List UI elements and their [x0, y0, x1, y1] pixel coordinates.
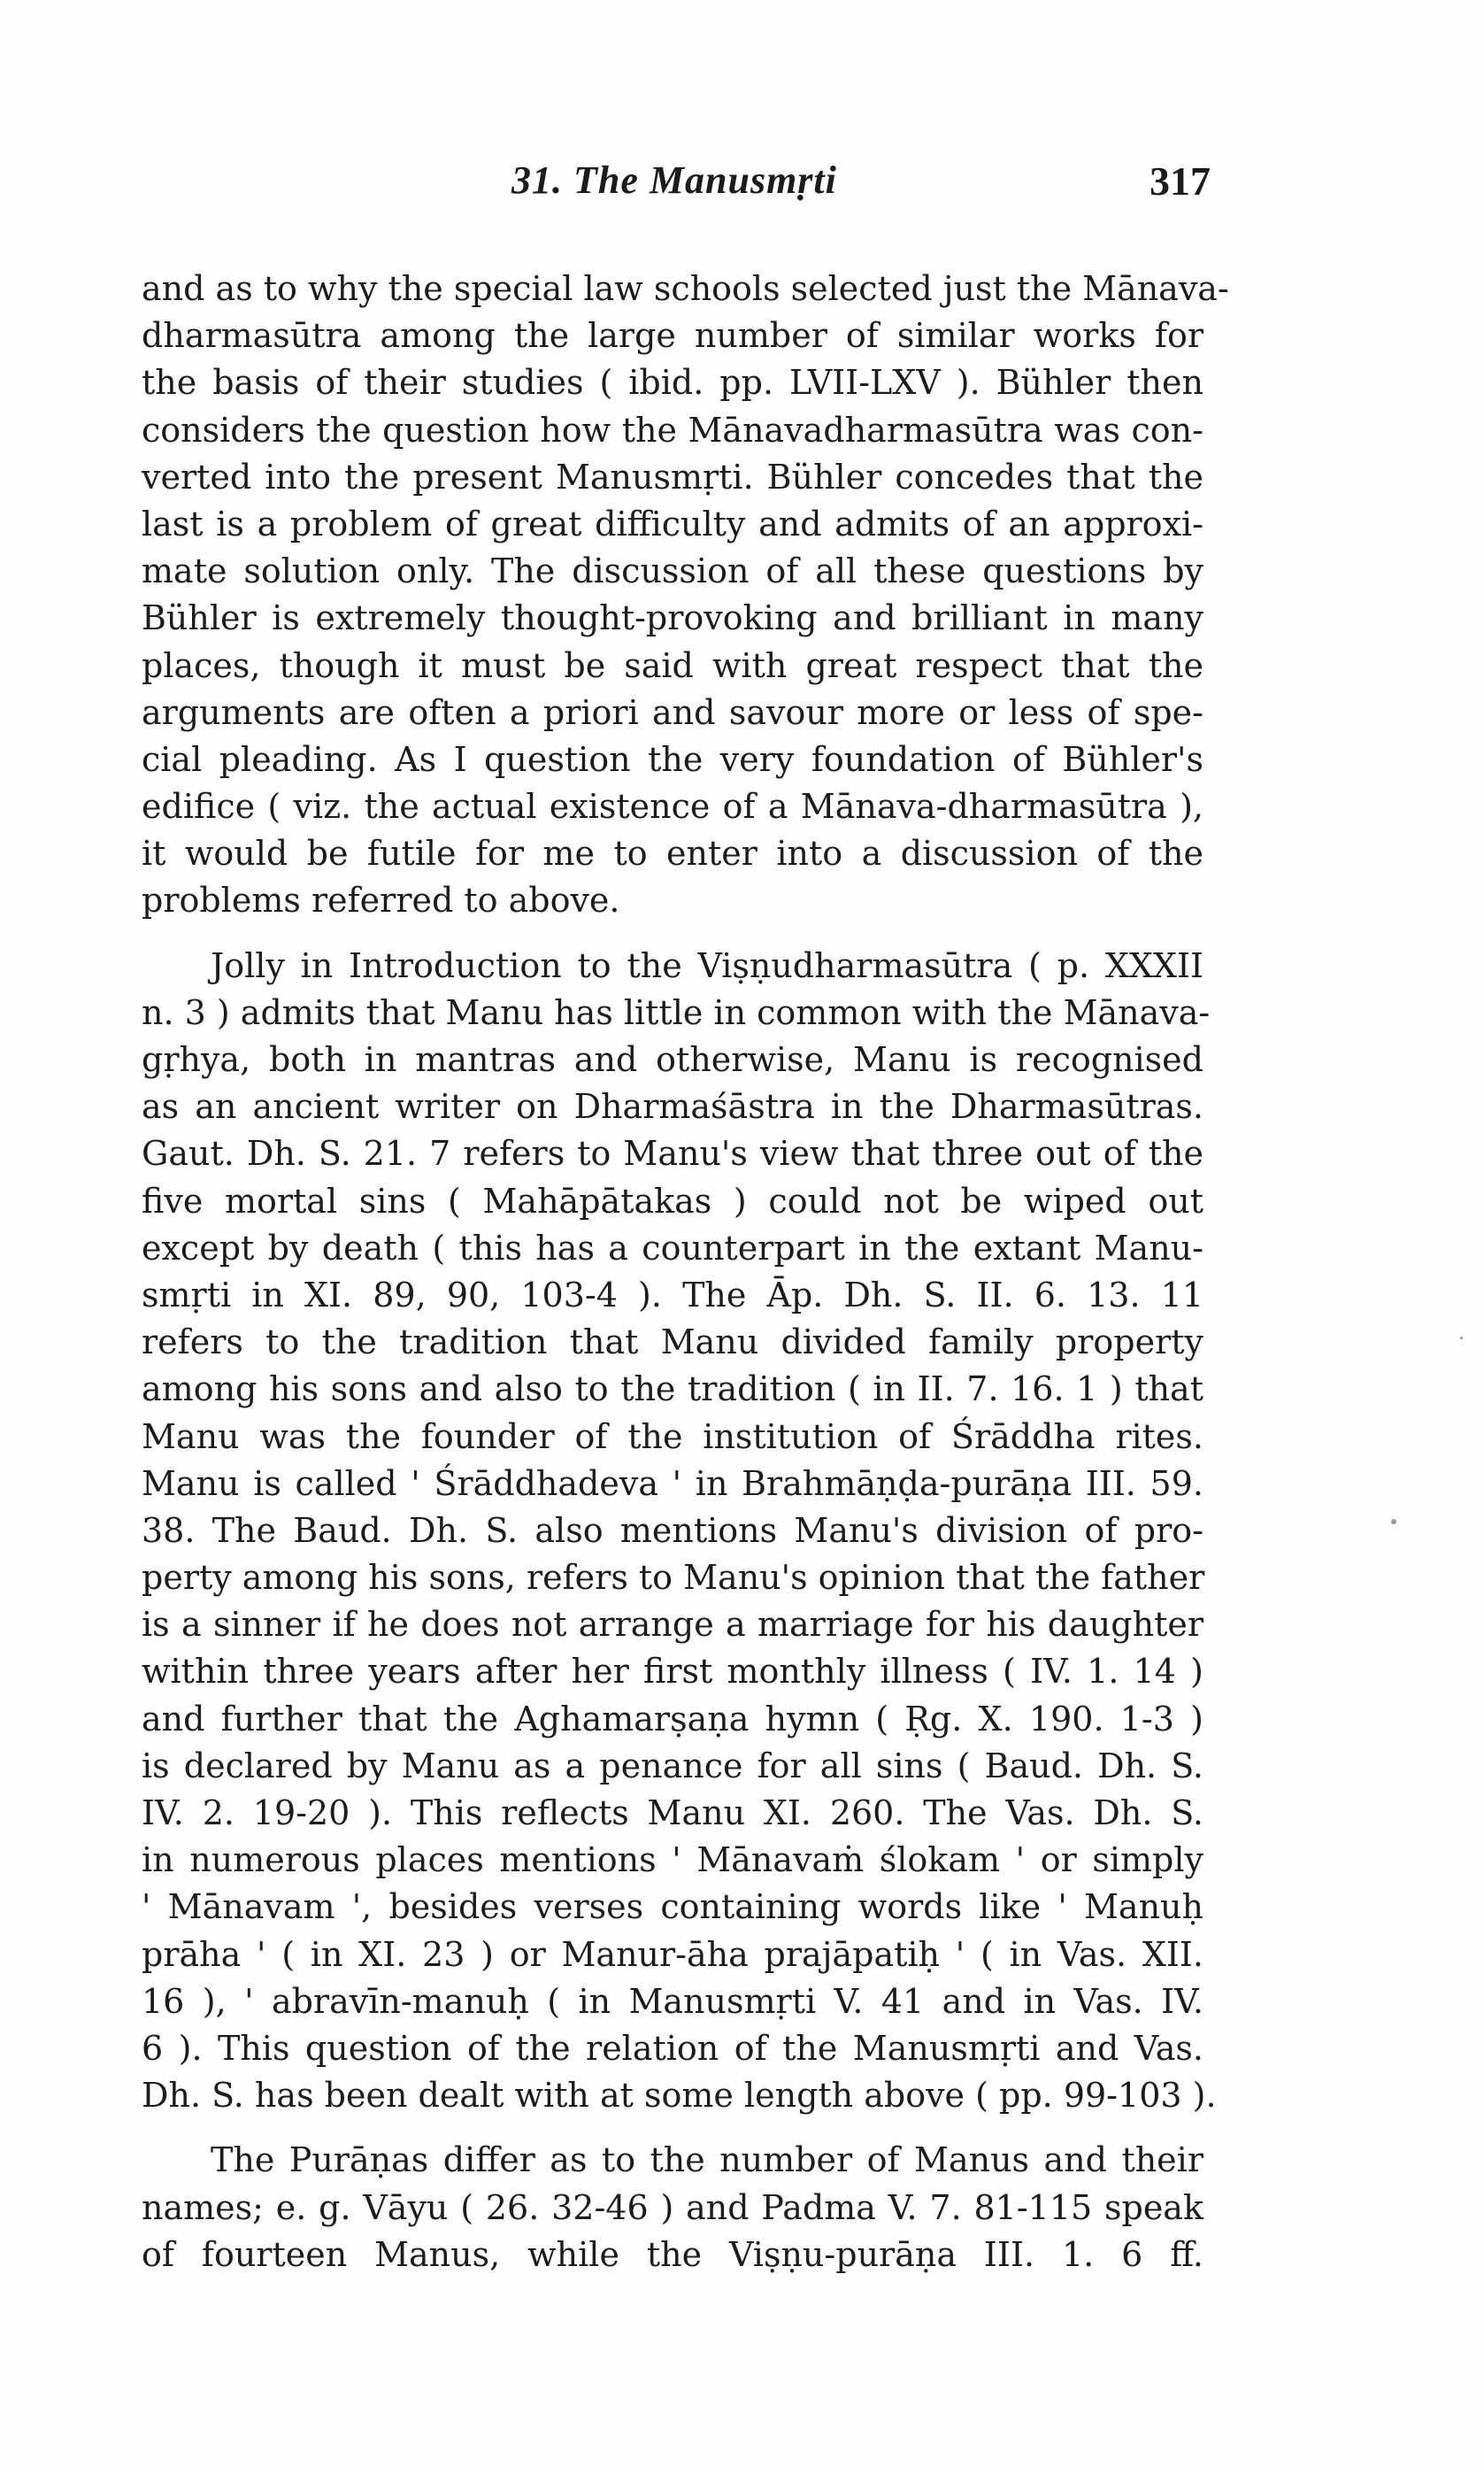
- text-line: Gaut. Dh. S. 21. 7 refers to Manu's view that three out of the: [142, 1134, 1203, 1174]
- text-line: the basis of their studies ( ibid. pp. LVII-LXV ). Bühler then: [142, 363, 1203, 403]
- text-line: Manu is called ' Śrāddhadeva ' in Brahmāṇḍa-purāṇa III. 59.: [142, 1463, 1203, 1503]
- text-line: prāha ' ( in XI. 23 ) or Manur-āha prajāpatiḥ ' ( in Vas. XII.: [142, 1934, 1203, 1974]
- text-line: five mortal sins ( Mahāpātakas ) could not be wiped out: [142, 1181, 1203, 1221]
- text-line: The Purāṇas differ as to the number of Manus and their: [211, 2140, 1203, 2180]
- paragraph-1: [142, 266, 1229, 925]
- text-line: names; e. g. Vāyu ( 26. 32-46 ) and Padma V. 7. 81-115 speak: [142, 2187, 1203, 2227]
- text-line: 16 ), ' abravīn-manuḥ ( in Manusmṛti V. 41 and in Vas. IV.: [142, 1981, 1203, 2021]
- text-line: problems referred to above.: [142, 881, 620, 921]
- text-line: cial pleading. As I question the very foundation of Bühler's: [142, 739, 1203, 779]
- text-line: arguments are often a priori and savour more or less of spe-: [142, 692, 1203, 732]
- body-text: [142, 266, 1229, 2278]
- text-line: edifice ( viz. the actual existence of a Mānava-dharmasūtra ),: [142, 787, 1203, 827]
- text-line: among his sons and also to the tradition ( in II. 7. 16. 1 ) that: [142, 1369, 1203, 1409]
- page-number: 317: [1150, 158, 1211, 204]
- text-line: Jolly in Introduction to the Viṣṇudharmasūtra ( p. XXXII: [211, 945, 1203, 985]
- text-line: of fourteen Manus, while the Viṣṇu-purāṇa III. 1. 6 ff.: [142, 2234, 1203, 2274]
- text-line: in numerous places mentions ' Mānavaṁ ślokam ' or simply: [142, 1840, 1203, 1880]
- text-line: ' Mānavam ', besides verses containing words like ' Manuḥ: [142, 1887, 1203, 1927]
- text-line: n. 3 ) admits that Manu has little in common with the Mānava-: [142, 992, 1211, 1032]
- paragraph-3: [142, 2137, 1203, 2278]
- text-line: Manu was the founder of the institution of Śrāddha rites.: [142, 1416, 1203, 1456]
- text-line: 38. The Baud. Dh. S. also mentions Manu's division of pro-: [142, 1510, 1203, 1550]
- paragraph-2: [142, 943, 1217, 2120]
- running-title: 31. The Manusmṛti: [511, 158, 837, 202]
- text-line: it would be futile for me to enter into a discussion of the: [142, 834, 1203, 874]
- text-line: verted into the present Manusmṛti. Bühler concedes that the: [142, 457, 1203, 497]
- text-line: considers the question how the Mānavadharmasūtra was con-: [142, 410, 1203, 450]
- text-line: is a sinner if he does not arrange a marriage for his daughter: [142, 1605, 1203, 1645]
- text-line: places, though it must be said with great respect that the: [142, 645, 1203, 685]
- text-line: mate solution only. The discussion of all these questions by: [142, 551, 1203, 591]
- text-line: gṛhya, both in mantras and otherwise, Manu is recognised: [142, 1040, 1203, 1079]
- text-line: Bühler is extremely thought-provoking and brilliant in many: [142, 598, 1203, 638]
- text-line: smṛti in XI. 89, 90, 103-4 ). The Āp. Dh. S. II. 6. 13. 11: [142, 1275, 1203, 1314]
- scan-speck: [1391, 1519, 1396, 1524]
- text-line: and further that the Aghamarṣaṇa hymn ( Ṛg. X. 190. 1-3 ): [142, 1699, 1203, 1738]
- text-line: dharmasūtra among the large number of similar works for: [142, 316, 1203, 356]
- text-line: and as to why the special law schools selected just the Mānava-: [142, 269, 1229, 308]
- running-head: [142, 158, 1211, 211]
- text-line: is declared by Manu as a penance for all sins ( Baud. Dh. S.: [142, 1746, 1203, 1785]
- text-line: as an ancient writer on Dharmaśāstra in the Dharmasūtras.: [142, 1087, 1203, 1127]
- scan-speck: [1460, 1337, 1463, 1339]
- text-line: perty among his sons, refers to Manu's opinion that the father: [142, 1558, 1205, 1598]
- text-line: within three years after her first monthly illness ( IV. 1. 14 ): [142, 1652, 1203, 1692]
- text-line: IV. 2. 19-20 ). This reflects Manu XI. 260. The Vas. Dh. S.: [142, 1793, 1203, 1832]
- text-line: refers to the tradition that Manu divided family property: [142, 1322, 1203, 1362]
- text-line: 6 ). This question of the relation of the Manusmṛti and Vas.: [142, 2028, 1203, 2068]
- text-line: last is a problem of great difficulty and admits of an approxi-: [142, 504, 1203, 544]
- text-line: Dh. S. has been dealt with at some length above ( pp. 99-103 ).: [142, 2076, 1217, 2116]
- text-line: except by death ( this has a counterpart in the extant Manu-: [142, 1228, 1203, 1268]
